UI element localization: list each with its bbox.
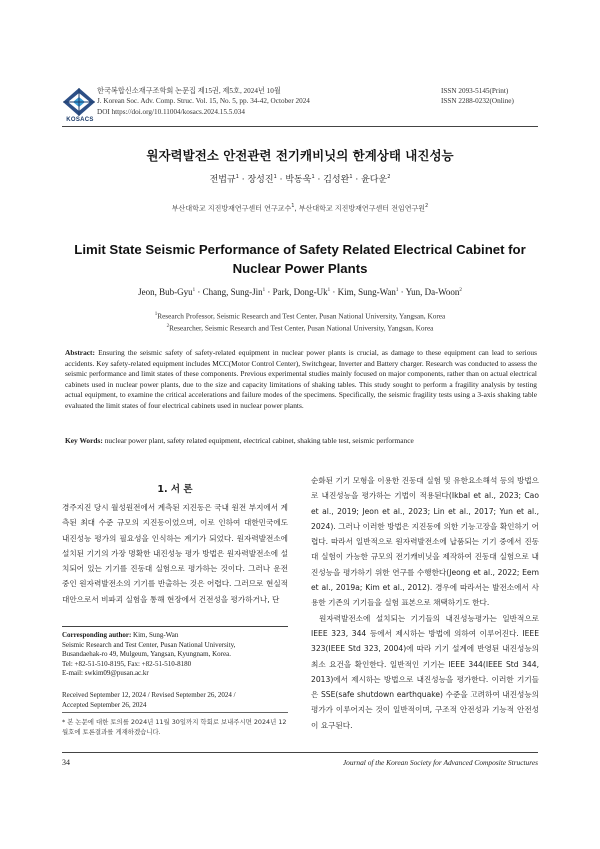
affiliation-marker: 1 (154, 312, 158, 317)
author-name: 김성완 (323, 175, 350, 185)
issn-online: ISSN 2288-0232(Online) (441, 97, 514, 106)
affiliation-marker: 1 (349, 174, 353, 180)
author-name: Park, Dong-Uk (272, 287, 328, 297)
affiliation-marker: 1 (273, 174, 277, 180)
abstract-label: Abstract: (65, 348, 95, 357)
footer-journal-name: Journal of the Korean Society for Advanced Composite Structures (342, 758, 538, 767)
affiliation-marker: 1 (235, 174, 239, 180)
journal-header (97, 86, 310, 117)
affiliation-marker: 2 (459, 288, 462, 293)
author-name: 장성진 (247, 175, 274, 185)
affiliation-marker: 1 (311, 174, 315, 180)
affiliation-line (0, 322, 600, 334)
corresponding-author (62, 631, 288, 679)
page-number: 34 (62, 758, 70, 767)
section-heading: 1. 서 론 (157, 484, 193, 495)
affiliation-text: 부산대학교 지진방재연구센터 연구교수 (171, 204, 292, 213)
corresponding-divider (62, 626, 288, 627)
body-text-right (311, 473, 539, 733)
affiliation-marker: 2 (387, 174, 391, 180)
authors-korean: 전법규$^1$ · 장성진$^1$ · 박동욱$^1$ · 김성완$^1$ · 윤다운$^2$ (209, 174, 391, 185)
corresponding-address: Seismic Research and Test Center, Pusan National University, (62, 640, 236, 649)
title-english: Limit State Seismic Performance of Safety Related Electrical Cabinet for Nuclear Power Plants (74, 242, 526, 276)
journal-name-kr: 한국복합신소재구조학회 논문집 제15권, 제5호, 2024년 10월 (97, 87, 281, 95)
corresponding-email[interactable]: E-mail: swkim09@pusan.ac.kr (62, 669, 149, 678)
corresponding-address: Busandaehak-ro 49, Mulgeum, Yangsan, Kyungnam, Korea. (62, 650, 231, 659)
affiliation-text: 부산대학교 지진방재연구센터 전임연구원 (298, 204, 426, 213)
paragraph: 순화된 기기 모형을 이용한 진동대 실험 및 유한요소해석 등의 방법으로 내진성능을 평가하는 기법이 적용된다(Ikbal et al., 2023; Cao et al., 2019; Jeon et al., 2023; Lin et al., 2017; Yun et al., 2024). 그러나 이러한 방법은 지진동에 의한 기능고장을 확인하기 어렵다. 따라서 일반적으로 원자력발전소에 납품되는 기기 중에서 진동대 실험이 가능한 규모의 전기캐비닛을 제작하여 진동대 실험으로 내진성능을 평가하기 위한 연구를 수행한다(Jeong et al., 2022; Eem et al., 2019a; Kim et al., 2012). 경우에 따라서는 발전소에서 사용한 기존의 기기들을 실험 표본으로 채택하기도 한다. (311, 476, 539, 608)
received-line: Received September 12, 2024 / Revised September 26, 2024 / (62, 691, 236, 699)
affiliation-line (0, 310, 600, 322)
affiliation-marker: 1 (291, 203, 295, 209)
author-name: 윤다운 (361, 175, 388, 185)
author-name: Yun, Da-Woon (405, 287, 460, 297)
abstract (65, 348, 537, 411)
keywords-text: nuclear power plant, safety related equipment, electrical cabinet, shaking table test, seismic performance (104, 436, 414, 445)
affiliation-marker: 1 (327, 288, 331, 293)
discussion-note: * 본 논문에 대한 토의를 2024년 11월 30일까지 학회로 보내주시면 2024년 12월호에 토론결과를 게재하겠습니다. (62, 718, 287, 736)
footer-divider (62, 752, 538, 753)
affiliations-korean: 부산대학교 지진방재연구센터 연구교수$^1$, 부산대학교 지진방재연구센터 전임연구원$^2$ (171, 203, 429, 213)
issn-print: ISSN 2093-5145(Print) (441, 87, 509, 95)
accepted-line: Accepted September 26, 2024 (62, 701, 147, 709)
affiliation-text: Research Professor, Seismic Research and Test Center, Pusan National University, Yangsan, Korea (157, 311, 446, 321)
logo-text: KOSACS (66, 117, 94, 123)
author-name: Kim, Sung-Wan (337, 287, 396, 297)
affiliation-text: Researcher, Seismic Research and Test Center, Pusan National University, Yangsan, Korea (169, 323, 434, 333)
keywords (65, 436, 537, 447)
author-name: Chang, Sung-Jin (202, 287, 263, 297)
affiliation-marker: 1 (192, 288, 196, 293)
author-name: 박동욱 (285, 175, 312, 185)
issn-block (441, 86, 514, 107)
journal-name-en: J. Korean Soc. Adv. Comp. Struc. Vol. 15, No. 5, pp. 34-42, October 2024 (97, 97, 310, 106)
paragraph: 원자력발전소에 설치되는 기기들의 내진성능평가는 일반적으로 IEEE 323, 344 등에서 제시하는 방법에 의하여 이루어진다. IEEE 323(IEEE Std 323, 2004)에 따라 기기 설계에 반영된 내진성능의 최소 요건을 확인한다. 일반적인 기기는 IEEE 344(IEEE Std 344, 2013)에서 제시하는 방법으로 내진성능을 평가한다. 이러한 기기들은 SSE(safe shutdown earthquake) 수준을 고려하여 내진성능의 평가가 이루어지는 것이 일반적이며, 구조적 안전성과 기능적 안전성이 요구된다. (311, 613, 539, 730)
author-name: 전법규 (209, 175, 236, 185)
affiliation-marker: 2 (166, 324, 170, 330)
affiliation-marker: 2 (425, 203, 429, 209)
affiliations-english (0, 310, 600, 334)
corresponding-name: Kim, Sung-Wan (133, 631, 179, 639)
corresponding-phone: Tel: +82-51-510-8195, Fax: +82-51-510-8180 (62, 659, 192, 668)
body-text-left: 경주지진 당시 월성원전에서 계측된 지진동은 국내 원전 부지에서 계측된 최대 수준 규모의 지진동이었으며, 이로 인하여 대한민국에도 내진성능 평가의 필요성을 인식하는 계기가 되었다. 원자력발전소에 설치된 기기의 가장 명확한 내진성능 평가 방법은 원자력발전소에 설치되어 있는 기기를 진동대 실험으로 평가하는 것이다. 그러나 운전 중인 원자력발전소의 기기를 반출하는 것은 어렵다. 그러므로 현실적 대안으로서 비파괴 실험을 통해 현장에서 건전성을 평가하거나, 단 (62, 503, 288, 604)
abstract-text: Ensuring the seismic safety of safety-related equipment in nuclear power plants is crucial, as damage to these equipment can lead to serious accidents. Key safety-related equipment includes MCC(Motor Control Center), Switchgear, Inverter and Battery charger. Research was conducted to assess the seismic performance and limit states of these components. Previous experimental studies mainly focused on major components, rather than on actual electrical cabinets used in nuclear power plants, due to the size and capacity limitations of shaking tables. This study sought to perform a fragility analysis by testing actual equipment, to examine the critical accelerations and failure modes of the specimens. Specifically, the seismic fragility tests using a 3-axis shaking table evaluated the limit states of four electrical cabinets used in nuclear power plants. (65, 348, 537, 410)
affiliation-marker: 1 (395, 288, 399, 293)
received-dates (62, 690, 288, 710)
title-korean: 원자력발전소 안전관련 전기캐비닛의 한계상태 내진성능 (146, 148, 454, 163)
affiliation-marker: 1 (262, 288, 266, 293)
keywords-label: Key Words: (65, 436, 103, 445)
author-name: Jeon, Bub-Gyu (138, 287, 193, 297)
doi-link[interactable]: DOI https://doi.org/10.11004/kosacs.2024.15.5.034 (97, 107, 245, 116)
note-divider (62, 712, 288, 713)
corresponding-label: Corresponding author: (62, 631, 132, 639)
header-divider (62, 126, 538, 127)
authors-english: Jeon, Bub-Gyu$^1$ · Chang, Sung-Jin$^1$ · Park, Dong-$Uk^1$ · Kim, Sung-Wan$^1$ · Yun, Da-Woon$^2$ (138, 287, 462, 297)
